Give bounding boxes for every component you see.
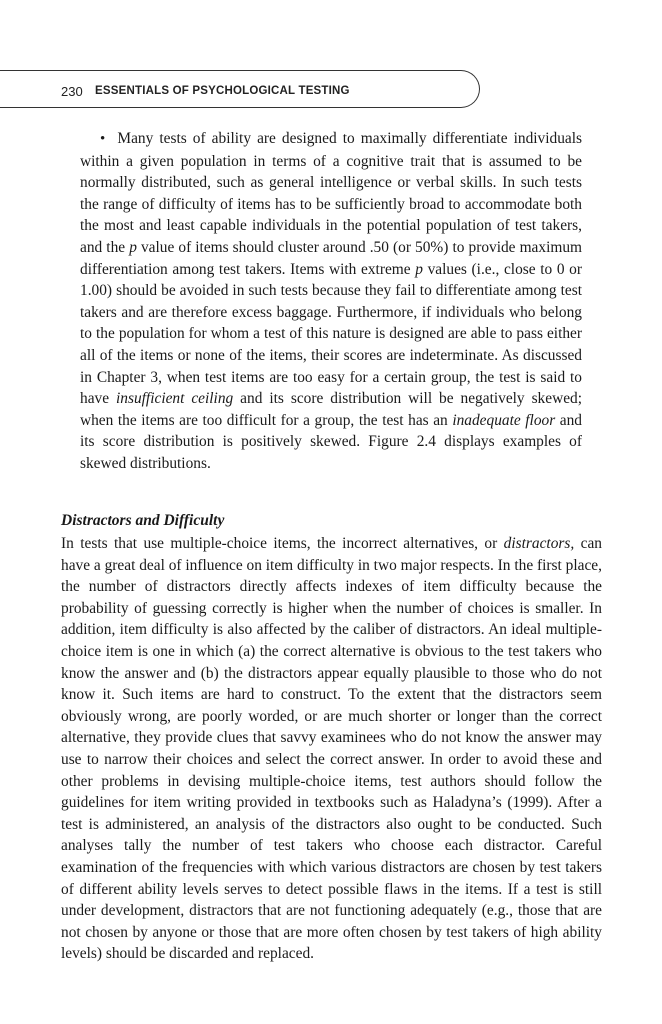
- term-insufficient-ceiling: insufficient ceiling: [116, 390, 234, 408]
- body-paragraph: [61, 533, 602, 965]
- page-number: 230: [61, 84, 83, 99]
- bullet-text-1: Many tests of ability are designed to maximally differentiate individuals within a given population in terms of a cognitive trait that is assumed to be normally distributed, such as general intelligence or verbal skills. In such tests the range of difficulty of items has to be sufficiently broad to accommodate both the most and least capable individuals in the potential population of test takers, and the: [80, 130, 583, 256]
- p-symbol: p: [415, 260, 423, 278]
- term-inadequate-floor: inadequate floor: [452, 411, 556, 429]
- bullet-text-4: and its score distribution will be negatively skewed; when the items are too difficult for a group, the test has an: [80, 390, 583, 429]
- p-symbol: p: [129, 238, 137, 256]
- running-head-title: ESSENTIALS OF PSYCHOLOGICAL TESTING: [95, 85, 350, 97]
- bullet-text-5: and its score distribution is positively skewed. Figure 2.4 displays examples of skewed distributions.: [80, 411, 582, 472]
- bullet-text-2: value of items should cluster around .50 (or 50%) to provide maximum differentiation among test takers. Items with extreme: [80, 238, 582, 278]
- body-text-2: can have a great deal of influence on item difficulty in two major respects. In the first place, the number of distractors directly affects indexes of item difficulty because the probability of guessing correctly is higher when the number of choices is smaller. In addition, item difficulty is also affected by the caliber of distractors. An ideal multiple-choice item is one in which (a) the correct alternative is obvious to the test takers who know the answer and (b) the distractors appear equally plausible to those who do not know it. Such items are hard to construct. To the extent that the distractors seem obviously wrong, are poorly worded, or are much shorter or longer than the correct alternative, they provide clues that savvy examinees who do not know the answer may use to narrow their choices and select the correct answer. In order to avoid these and other problems in devising multiple-choice items, test authors should follow the guidelines for item writing provided in textbooks such as Haladyna’s (1999). After a test is administered, an analysis of the distractors also ought to be conducted. Such analyses tally the number of test takers who choose each distractor. Careful examination of the frequencies with which various distractors are chosen by test takers of different ability levels serves to detect possible flaws in the items. If a test is still under development, distractors that are not functioning adequately (e.g., those that are not chosen by anyone or those that are more often chosen by test takers of high ability levels) should be discarded and replaced.: [61, 535, 602, 963]
- bullet-text-3: values (i.e., close to 0 or 1.00) should be avoided in such tests because they fail to differentiate among test takers and are therefore excess baggage. Furthermore, if individuals who belong to the population for whom a test of this nature is designed are able to pass either all of the items or none of the items, their scores are indeterminate. As discussed in Chapter 3, when test items are too easy for a certain group, the test is said to have: [80, 260, 582, 408]
- bullet-glyph: •: [100, 131, 106, 147]
- section-heading: Distractors and Difficulty: [61, 512, 225, 529]
- section-body: [61, 533, 602, 965]
- term-distractors: distractors,: [503, 535, 575, 552]
- body-text-1: In tests that use multiple-choice items, the incorrect alternatives, or: [61, 535, 504, 552]
- bullet-item: [80, 128, 582, 475]
- bullet-paragraph: [80, 128, 582, 475]
